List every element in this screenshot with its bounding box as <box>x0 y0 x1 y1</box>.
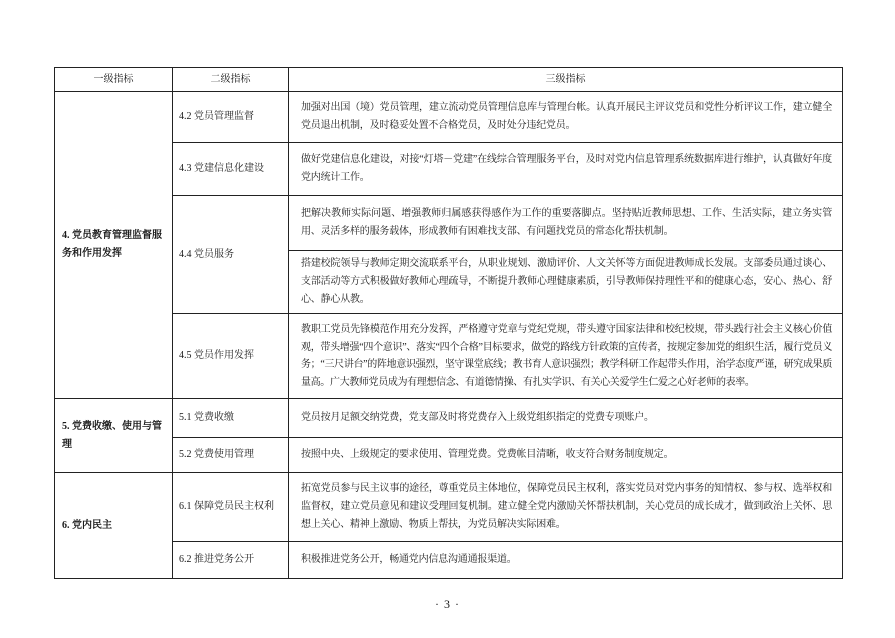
table-row <box>55 92 843 143</box>
level2-indicator: 6.1 保障党员民主权利 <box>173 473 289 542</box>
table-row <box>55 399 843 438</box>
table-row <box>55 542 843 579</box>
table-header-row <box>55 68 843 92</box>
level2-indicator: 4.4 党员服务 <box>173 196 289 314</box>
page-number: · 3 · <box>435 597 460 611</box>
level2-indicator: 4.2 党员管理监督 <box>173 92 289 143</box>
level3-indicator: 做好党建信息化建设，对接“灯塔－党建”在线综合管理服务平台，及时对党内信息管理系统数据库进行维护，认真做好年度党内统计工作。 <box>289 143 843 196</box>
level1-indicator: 5. 党费收缴、使用与管理 <box>55 399 173 473</box>
table-row <box>55 438 843 473</box>
table-row <box>55 473 843 542</box>
level3-indicator: 搭建校院领导与教师定期交流联系平台，从职业规划、激励评价、人文关怀等方面促进教师成长发展。支部委员通过谈心、支部活动等方式积极做好教师心理疏导，不断提升教师心理健康素质，引导教师保持理性平和的健康心态，安心、热心、舒心、静心从教。 <box>289 251 843 314</box>
level3-indicator: 积极推进党务公开，畅通党内信息沟通通报渠道。 <box>289 542 843 579</box>
level2-indicator: 6.2 推进党务公开 <box>173 542 289 579</box>
header-level1: 一级指标 <box>55 68 173 92</box>
level1-indicator: 6. 党内民主 <box>55 473 173 579</box>
level2-indicator: 4.3 党建信息化建设 <box>173 143 289 196</box>
level3-indicator: 按照中央、上级规定的要求使用、管理党费。党费帐目清晰，收支符合财务制度规定。 <box>289 438 843 473</box>
level3-indicator: 拓宽党员参与民主议事的途径，尊重党员主体地位，保障党员民主权利，落实党员对党内事务的知情权、参与权、选举权和监督权，建立党员意见和建议受理回复机制。建立健全党内激励关怀帮扶机制，关心党员的成长成才，做到政治上关怀、思想上关心、精神上激励、物质上帮扶，为党员解决实际困难。 <box>289 473 843 542</box>
header-level3: 三级指标 <box>289 68 843 92</box>
level2-indicator: 4.5 党员作用发挥 <box>173 314 289 399</box>
table-row <box>55 314 843 399</box>
level3-indicator: 加强对出国（境）党员管理，建立流动党员管理信息库与管理台帐。认真开展民主评议党员和党性分析评议工作，建立健全党员退出机制，及时稳妥处置不合格党员，及时处分违纪党员。 <box>289 92 843 143</box>
level1-indicator: 4. 党员教育管理监督服务和作用发挥 <box>55 92 173 399</box>
level2-indicator: 5.2 党费使用管理 <box>173 438 289 473</box>
header-level2: 二级指标 <box>173 68 289 92</box>
table-row <box>55 196 843 251</box>
indicator-table <box>54 67 843 579</box>
level3-indicator: 党员按月足额交纳党费，党支部及时将党费存入上级党组织指定的党费专项账户。 <box>289 399 843 438</box>
level3-indicator: 把解决教师实际问题、增强教师归属感获得感作为工作的重要落脚点。坚持贴近教师思想、工作、生活实际，建立务实管用、灵活多样的服务载体，形成教师有困难找支部、有问题找党员的常态化帮扶机制。 <box>289 196 843 251</box>
level2-indicator: 5.1 党费收缴 <box>173 399 289 438</box>
level3-indicator: 教职工党员先锋模范作用充分发挥，严格遵守党章与党纪党规，带头遵守国家法律和校纪校规，带头践行社会主义核心价值观，带头增强“四个意识”、落实“四个合格”目标要求，做党的路线方针政策的宣传者，按规定参加党的组织生活，履行党员义务；“三尺讲台”的阵地意识强烈，坚守课堂底线；教书育人意识强烈；教学科研工作起带头作用，治学态度严谨，研究成果质量高。广大教师党员成为有理想信念、有道德情操、有扎实学识、有关心关爱学生仁爱之心好老师的表率。 <box>289 314 843 399</box>
table-row <box>55 143 843 196</box>
